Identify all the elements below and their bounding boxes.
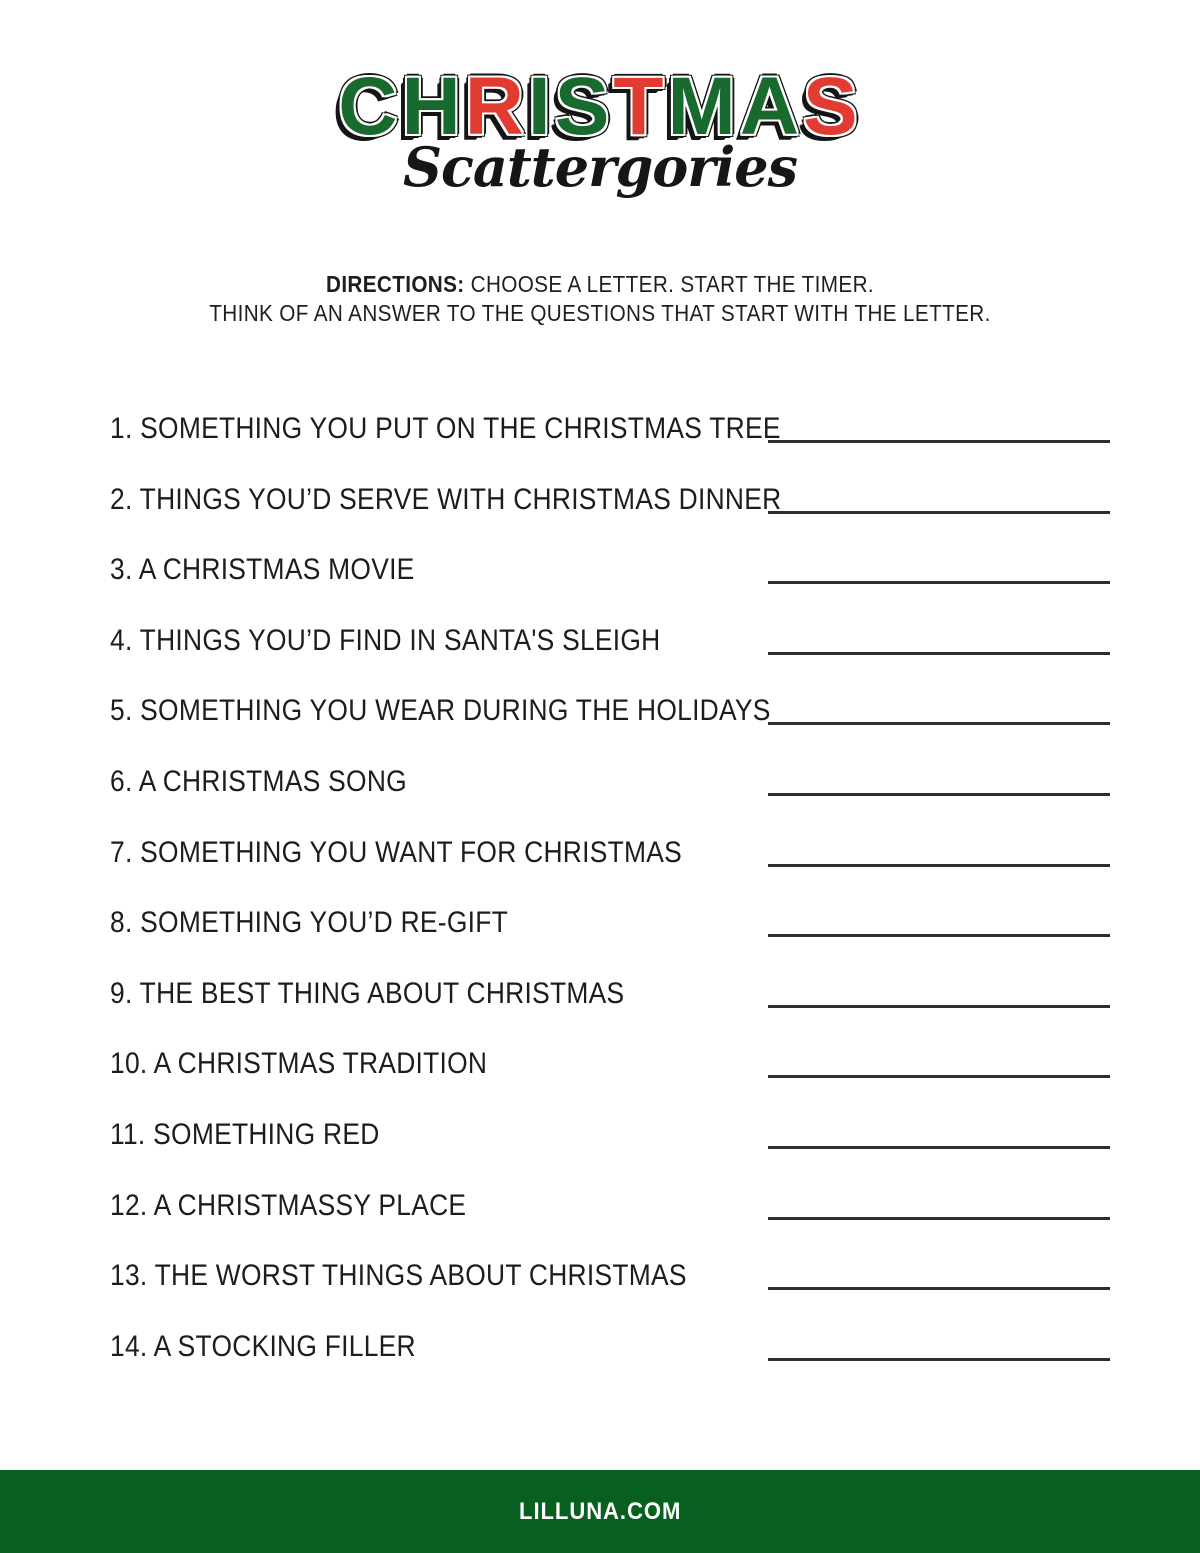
answer-blank-line [768, 722, 1110, 725]
question-text [110, 1261, 687, 1291]
question-text [110, 482, 782, 516]
question-row [110, 414, 1110, 444]
question-number: 2. [110, 482, 133, 516]
title-subtitle: Scattergories [402, 135, 798, 199]
title-letter: I [527, 61, 555, 152]
answer-blank-line [768, 864, 1110, 867]
question-label: A CHRISTMASSY PLACE [153, 1188, 467, 1222]
question-text [110, 414, 781, 444]
question-label: THE BEST THING ABOUT CHRISTMAS [139, 976, 625, 1010]
title-letter: S [554, 61, 614, 152]
question-label: THINGS YOU’D SERVE WITH CHRISTMAS DINNER [139, 482, 782, 516]
question-row [110, 976, 1110, 1010]
question-text [110, 1049, 487, 1079]
question-text [110, 1117, 380, 1151]
answer-blank-line [768, 1075, 1110, 1078]
question-number: 10. [110, 1047, 148, 1081]
footer-bar [0, 1470, 1200, 1553]
question-label: SOMETHING RED [153, 1117, 380, 1151]
directions-line2: THINK OF AN ANSWER TO THE QUESTIONS THAT START WITH THE LETTER. [209, 299, 991, 326]
answer-blank-line [768, 440, 1110, 443]
question-row [110, 623, 1110, 657]
question-number: 6. [110, 764, 133, 798]
answer-blank-line [768, 934, 1110, 937]
answer-blank-line [768, 1005, 1110, 1008]
question-row [110, 1049, 1110, 1079]
question-number: 13. [110, 1259, 148, 1293]
question-number: 4. [110, 623, 133, 657]
title-letter: H [401, 61, 465, 152]
question-row [110, 1261, 1110, 1291]
question-label: A CHRISTMAS TRADITION [153, 1047, 488, 1081]
question-row [110, 555, 1110, 585]
answer-blank-line [768, 1287, 1110, 1290]
question-row [110, 696, 1110, 726]
answer-blank-line [768, 1358, 1110, 1361]
question-label: SOMETHING YOU WANT FOR CHRISTMAS [140, 835, 683, 869]
question-text [110, 696, 771, 726]
question-number: 14. [110, 1329, 148, 1363]
directions-label: DIRECTIONS: [326, 271, 465, 297]
title-letter: S [803, 61, 862, 152]
question-number: 9. [110, 976, 133, 1010]
title-letter: C [338, 61, 402, 152]
question-row [110, 1188, 1110, 1222]
question-label: THE WORST THINGS ABOUT CHRISTMAS [154, 1259, 687, 1293]
question-number: 1. [110, 412, 133, 445]
question-text [110, 555, 415, 585]
question-label: A STOCKING FILLER [153, 1329, 416, 1363]
question-text [110, 623, 661, 657]
question-label: SOMETHING YOU WEAR DURING THE HOLIDAYS [140, 694, 771, 728]
directions-line1 [60, 270, 1140, 299]
directions-line1-text: CHOOSE A LETTER. START THE TIMER. [464, 271, 874, 297]
answer-blank-line [768, 793, 1110, 796]
question-number: 8. [110, 906, 133, 940]
answer-blank-line [768, 511, 1110, 514]
question-label: A CHRISTMAS SONG [138, 764, 407, 798]
question-number: 12. [110, 1188, 148, 1222]
question-text [110, 1329, 416, 1363]
question-row [110, 835, 1110, 869]
question-text [110, 976, 625, 1010]
question-label: SOMETHING YOU’D RE-GIFT [140, 906, 509, 940]
question-row [110, 1117, 1110, 1151]
title-letter: T [613, 61, 668, 152]
title-letter: A [739, 61, 804, 152]
question-number: 11. [110, 1117, 146, 1151]
question-number: 7. [110, 835, 133, 869]
footer-site-text: LILLUNA.COM [518, 1497, 682, 1525]
question-row [110, 482, 1110, 516]
question-number: 5. [110, 694, 133, 728]
question-label: THINGS YOU’D FIND IN SANTA'S SLEIGH [139, 623, 661, 657]
question-text [110, 835, 683, 869]
question-number: 3. [110, 553, 133, 587]
directions [60, 270, 1140, 328]
title-block [0, 61, 1200, 199]
question-label: A CHRISTMAS MOVIE [138, 553, 415, 587]
question-row [110, 764, 1110, 798]
answer-blank-line [768, 581, 1110, 584]
answer-blank-line [768, 652, 1110, 655]
title-letter: M [667, 61, 740, 152]
question-text [110, 1188, 467, 1222]
questions-list [110, 414, 1110, 1402]
question-text [110, 764, 407, 798]
answer-blank-line [768, 1146, 1110, 1149]
question-text [110, 908, 508, 938]
question-row [110, 908, 1110, 938]
title-letter: R [464, 61, 528, 152]
question-label: SOMETHING YOU PUT ON THE CHRISTMAS TREE [140, 412, 781, 445]
answer-blank-line [768, 1217, 1110, 1220]
question-row [110, 1329, 1110, 1363]
